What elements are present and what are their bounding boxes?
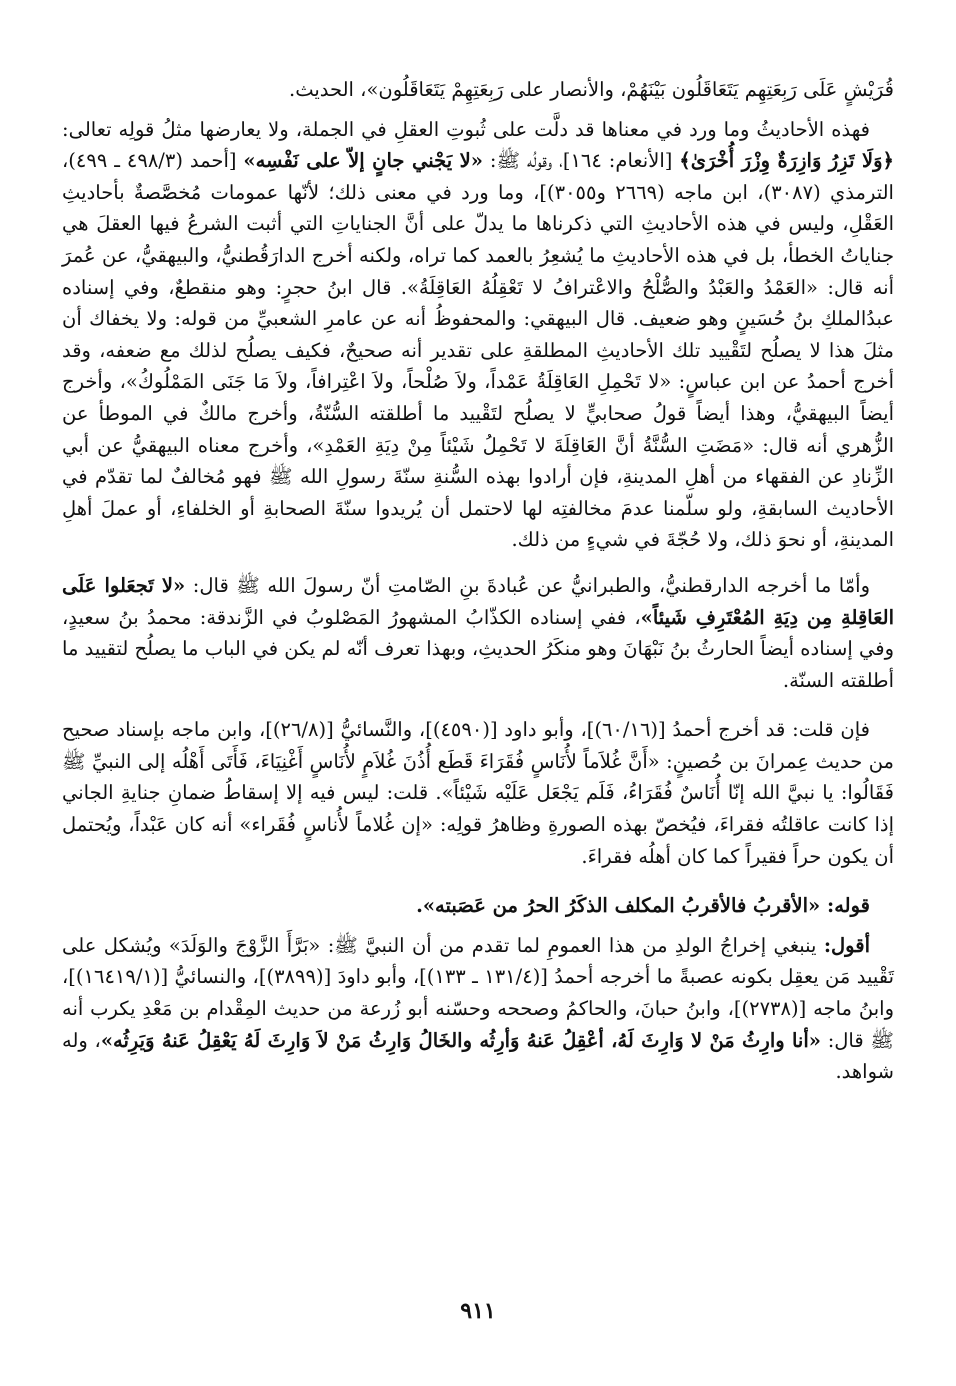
paragraph-2 (62, 114, 894, 556)
page-number: ٩١١ (460, 1298, 496, 1324)
text-run: ، وله شواهد. (62, 1028, 894, 1084)
bold-text-run: «لا يَجْني جانٍ إلاّ على نَفْسِه» (243, 149, 483, 173)
text-run: فإن قلت: قد أخرج أحمدُ [(٦٠/١٦)]، وأبو داود [(٤٥٩٠)]، والنَّسائيُّ [(٢٦/٨)]، وابن ماجه بإسناد صحيح من حديث عِمرانَ بن حُصينٍ: «أَنَّ غُلاَماً لأُنَاسٍ فُقَرَاءَ قَطَع أُذُنَ غُلاَمٍ لأُنَاسٍ أَغْنِيَاءَ، فَأَتَى أَهْلُه إلى النبيِّ ﷺ فَقَالُوا: يا نبيَّ الله إنّا أُنَاسٌ فُقَرَاءُ، فَلَم يَجْعَل عَلَيْه شَيْئاً». قلت: ليس فيه إلا إسقاطُ ضمانِ جنايةِ الجاني إذا كانت عاقلتُه فقراءَ، فيُخصّ بهذه الصورةِ وظاهرُ قولِه: «إن غُلاماً لأُناسٍ فُقَراء» أنه كان عَبْداً، ويُحتمل أن يكون حراً فقيراً كما كان أهلُه فقراءَ. (62, 718, 894, 868)
text-run: قُرَيْشٍ عَلَى رَبِعَتِهِم يَتَعَاقَلُون بَيْنَهُمْ، والأنصار على رَبِعَتِهِمْ يَتَعَاقَلُون»، الحديث. (289, 78, 894, 101)
bold-text-run: ﴿وَلَا تَزِرُ وَازِرَةٌ وِزْرَ أُخْرَىٰ﴾ (679, 149, 894, 173)
bold-text-run: قوله: «الأقربُ فالأقربُ المكلف الذكَرُ الحرُ من عَصَبته». (416, 894, 870, 918)
bold-text-run: أقول: (823, 933, 870, 957)
section-heading (62, 890, 894, 922)
text-run: وأمّا ما أخرجه الدارقطنيُّ، والطبرانيُّ عن عُبادةَ بنِ الصّامتِ أنّ رسولَ الله ﷺ قال: (185, 573, 871, 597)
text-run: ينبغي إخراجُ الولدِ من هذا العمومِ لما تقدم من أن النبيَّ ﷺ: «بَرَّأَ الزَّوْجَ والوَلَدَ» ويُشكل على تَقْييد مَن يعقِل بكونه عصبةً ما أخرجه أحمدُ [(١٣١/٤ ـ ١٣٣)]، وأبو داودَ [(٣٨٩٩)]، والنسائيُّ [(١٦٤١٩/١)]، وابنُ ماجه [(٢٧٣٨)]، وابنُ حبانَ، والحاكمُ وصححه وحسّنه أبو زُرعة من حديث المِقْدام بن مَعْدِ يكرب أنه ﷺ قال: (62, 933, 895, 1052)
document-page (62, 74, 894, 1088)
paragraph-3 (62, 570, 894, 696)
paragraph-4 (62, 714, 894, 872)
bold-text-run: «لا تَجعَلوا عَلَى العَاقِلةِ مِن دِيَةِ المُعْتَرِفِ شَيئاً» (62, 573, 894, 629)
text-run: فهذه الأحاديثُ وما ورد في معناها قد دلَّت على ثُبوتِ العقلِ في الجملة، ولا يعارضها مثلُ قولِه تعالى: (62, 117, 870, 141)
paragraph-5 (62, 930, 894, 1088)
text-run: [أحمد (٤٩٨/٣ ـ ٤٩٩)، الترمذي (٣٠٨٧)، ابن ماجه (٢٦٦٩ و٣٠٥٥)]، وما ورد في معنى ذلك؛ لأنّها عمومات مُخصَّصةٌ بأحاديثِ العَقْلِ، وليس في هذه الأحاديثِ التي ذكرناها ما يدلّ على أنَّ الجناياتِ التي أثبت الشرعُ فيها العقلَ هي جناياتُ الخطأ، بل في هذه الأحاديثِ ما يُشعِرُ بالعمد كما تراه، ولكنه أخرج الدارَقُطنيُّ، والبيهقيُّ، عن عُمرَ أنه قال: «العَمْدُ والعَبْدُ والصُّلْحُ والاعْترافُ لا تَعْقِلُهُ العَاقِلَةُ». قال ابنُ حجرٍ: وهو منقطعٌ، وفي إسناده عبدُالملكِ بنُ حُسَينٍ وهو ضعيف. قال البيهقي: والمحفوظُ أنه عن عامرِ الشعبيِّ من قوله: ولا يخفاك أن مثلَ هذا لا يصلُح لتَقْييد تلك الأحاديثِ المطلقةِ على تقدير أنه صحيحٌ، فكيف يصلُح لذلك مع ضعفه، وقد أخرج أحمدُ عن ابن عباسٍ: «لا تَحْمِلِ العَاقِلَةُ عَمْداً، ولاَ صُلْحاً، ولاَ اعْتِرافاً، ولاَ مَا جَنَى المَمْلُوكُ»، وأخرج أيضاً البيهقيُّ، وهذا أيضاً قولُ صحابيٍّ لا يصلُح لتَقْييد ما أطلقته السُّنّةُ، وأخرج مالكٌ في الموطأ عن الزُّهري أنه قال: «مَضَتِ السُّنَّةُ أنَّ العَاقِلَةَ لا تَحْمِلُ شَيْئاً مِنْ دِيَةِ العَمْدِ»، وأخرج معناه البيهقيُّ عن أبي الزِّنادِ عن الفقهاء من أهلِ المدينةِ، فإن أرادوا بهذه السُّنةِ سنّةَ رسولِ الله ﷺ فهو مُخالفٌ لما تقدّم في الأحاديث السابقةِ، ولو سلّمنا عدمَ مخالفتِه لها لاحتمل أن يُريدوا سنّةَ الصحابةِ أو الخلفاءِ، أو عملَ أهلِ المدينةِ، أو نحوَ ذلك، ولا حُجّةَ في شيءٍ من ذلك. (62, 149, 894, 552)
text-run: ، ففي إسناده الكذّابُ المشهورُ المَصْلوبُ في الزَّندقة: محمدُ بنُ سعيدٍ، وفي إسناده أيضاً الحارثُ بنُ نَبْهَانَ وهو منكَرُ الحديثِ، وبهذا تعرف أنّه لم يكن في الباب ما يصلُح لتقييد ما أطلقته السنّة. (62, 605, 894, 692)
bold-text-run: «أنا وارِثُ مَنْ لا وَارِثَ لَهُ، أعْقِلُ عَنهُ وَأرِثُه والخَالُ وَارِثُ مَنْ لاَ وَارِثَ لَهُ يَعْقِلُ عَنهُ وَيَرِثُه» (100, 1028, 821, 1052)
paragraph-1 (62, 74, 894, 106)
text-run: [الأنعام: ١٦٤]، وقولُه ﷺ: (482, 149, 680, 173)
